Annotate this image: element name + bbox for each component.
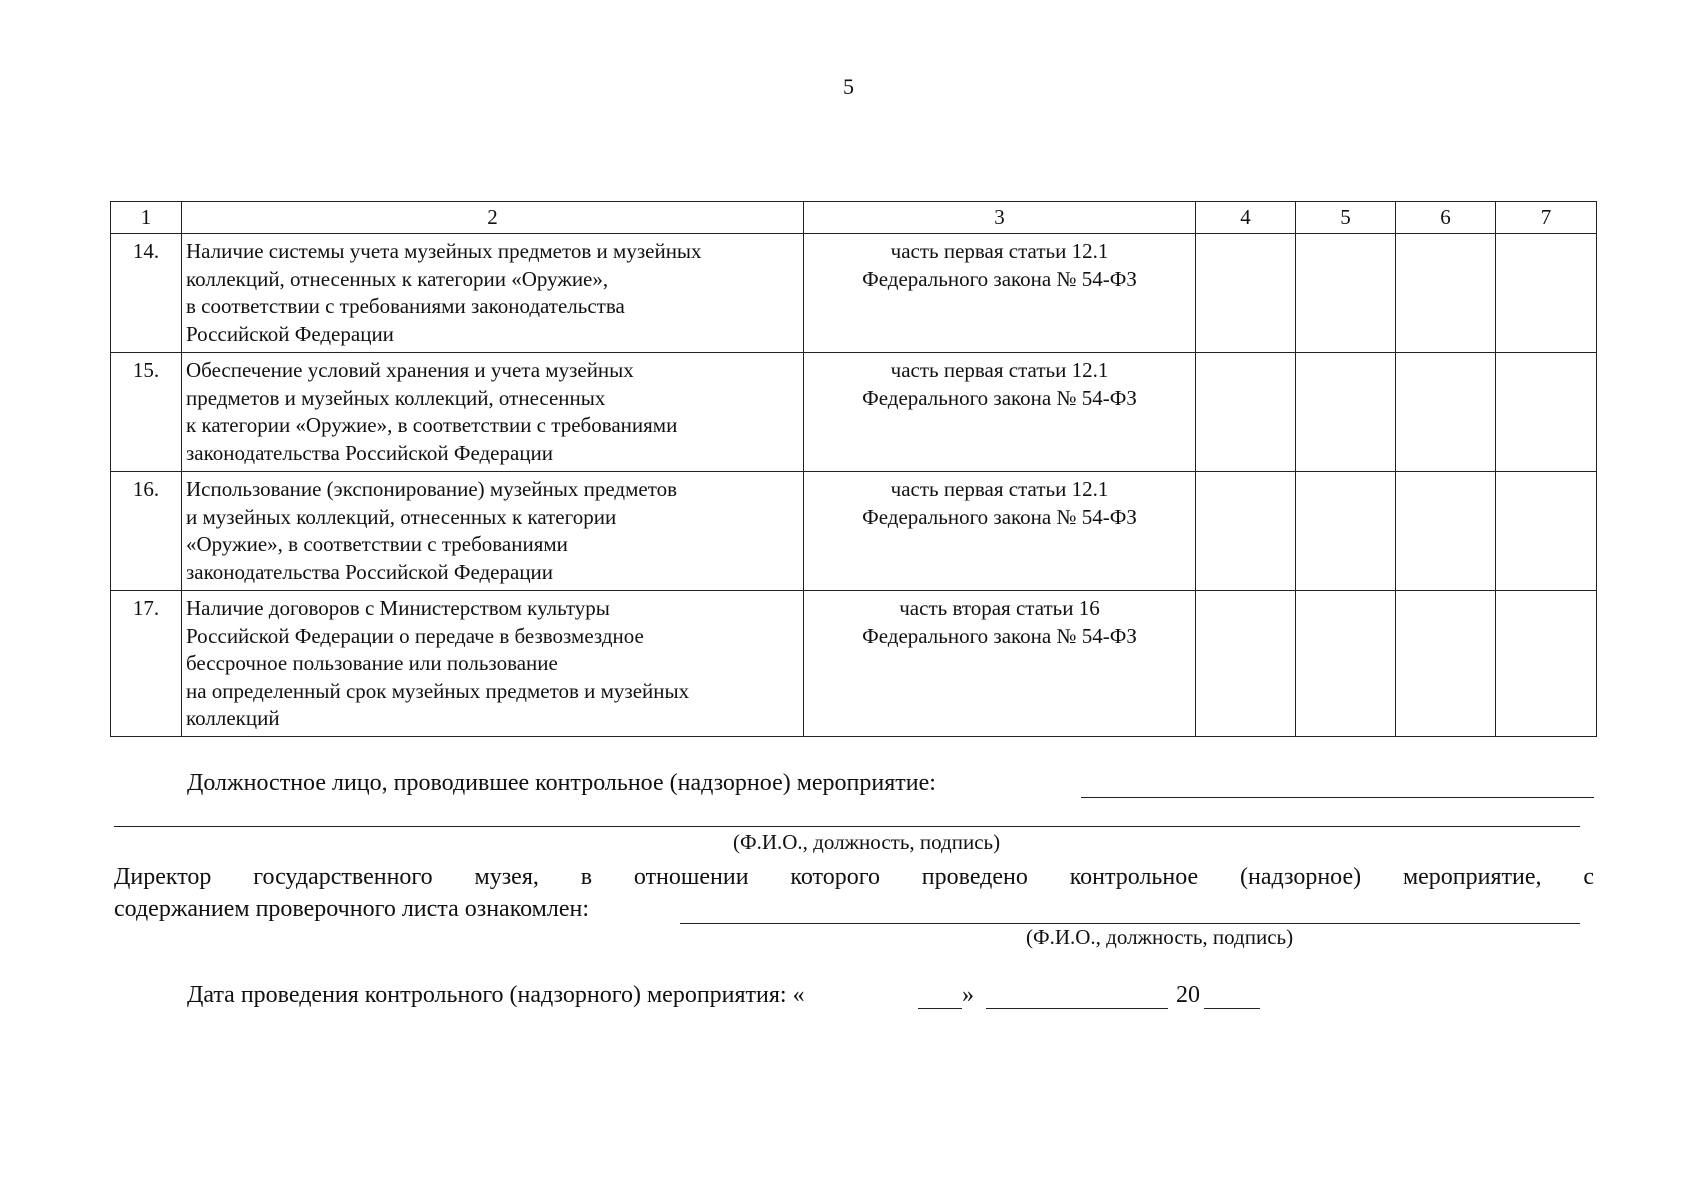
requirement-line: предметов и музейных коллекций, отнесенных xyxy=(186,385,606,410)
date-day-blank xyxy=(918,1008,962,1009)
column-header: 3 xyxy=(804,202,1196,234)
reference-line: часть первая статьи 12.1 xyxy=(890,477,1109,501)
answer-cell xyxy=(1496,472,1597,591)
table-row xyxy=(111,472,1597,591)
legal-reference-cell xyxy=(804,472,1196,591)
answer-cell xyxy=(1496,234,1597,353)
reference-line: часть вторая статьи 16 xyxy=(899,596,1100,620)
requirement-cell xyxy=(182,353,804,472)
answer-cell xyxy=(1496,353,1597,472)
answer-cell xyxy=(1296,234,1396,353)
requirement-line: Российской Федерации xyxy=(186,321,394,346)
official-signature-line xyxy=(1081,797,1594,798)
row-number: 15. xyxy=(111,353,182,472)
date-label: Дата проведения контрольного (надзорного) мероприятия: « xyxy=(187,982,805,1008)
column-header: 6 xyxy=(1396,202,1496,234)
director-signature-line xyxy=(680,923,1580,924)
column-header: 2 xyxy=(182,202,804,234)
requirement-line: и музейных коллекций, отнесенных к категории xyxy=(186,504,617,529)
requirement-line: Обеспечение условий хранения и учета музейных xyxy=(186,358,634,382)
date-quote-close: » xyxy=(962,982,974,1008)
requirement-line: коллекций xyxy=(186,706,280,730)
requirement-line: Российской Федерации о передаче в безвозмездное xyxy=(186,623,644,648)
answer-cell xyxy=(1296,472,1396,591)
column-header: 1 xyxy=(111,202,182,234)
column-header: 4 xyxy=(1196,202,1296,234)
answer-cell xyxy=(1396,353,1496,472)
answer-cell xyxy=(1396,472,1496,591)
reference-line: Федерального закона № 54-ФЗ xyxy=(862,266,1137,291)
answer-cell xyxy=(1296,353,1396,472)
answer-cell xyxy=(1196,353,1296,472)
date-year-blank xyxy=(1204,1008,1260,1009)
column-header: 5 xyxy=(1296,202,1396,234)
requirement-line: Наличие договоров с Министерством культуры xyxy=(186,596,610,620)
requirement-line: законодательства Российской Федерации xyxy=(186,440,554,465)
requirement-cell xyxy=(182,472,804,591)
table-row xyxy=(111,234,1597,353)
column-header: 7 xyxy=(1496,202,1597,234)
row-number: 16. xyxy=(111,472,182,591)
requirement-line: на определенный срок музейных предметов и музейных xyxy=(186,678,690,703)
requirement-line: «Оружие», в соответствии с требованиями xyxy=(186,532,568,556)
requirement-cell xyxy=(182,591,804,737)
requirement-line: в соответствии с требованиями законодательства xyxy=(186,294,625,318)
director-text-line-2: содержанием проверочного листа ознакомлен: xyxy=(114,896,590,922)
requirement-line: законодательства Российской Федерации xyxy=(186,559,554,584)
reference-line: Федерального закона № 54-ФЗ xyxy=(862,385,1137,410)
official-caption: (Ф.И.О., должность, подпись) xyxy=(733,830,1001,854)
requirement-line: Использование (экспонирование) музейных предметов xyxy=(186,477,678,501)
answer-cell xyxy=(1196,472,1296,591)
director-caption: (Ф.И.О., должность, подпись) xyxy=(1026,925,1294,949)
legal-reference-cell xyxy=(804,591,1196,737)
table-row xyxy=(111,591,1597,737)
official-signature-line-2 xyxy=(114,826,1580,827)
checklist-table xyxy=(110,201,1597,737)
official-label: Должностное лицо, проводившее контрольное (надзорное) мероприятие: xyxy=(187,770,936,796)
table-row xyxy=(111,353,1597,472)
reference-line: часть первая статьи 12.1 xyxy=(890,358,1109,382)
requirement-line: бессрочное пользование или пользование xyxy=(186,651,558,675)
requirement-cell xyxy=(182,234,804,353)
answer-cell xyxy=(1496,591,1597,737)
row-number: 14. xyxy=(111,234,182,353)
answer-cell xyxy=(1296,591,1396,737)
director-text-line-1: Директор государственного музея, в отношении которого проведено контрольное (надзорное) мероприятие, с xyxy=(114,864,1594,890)
reference-line: часть первая статьи 12.1 xyxy=(890,239,1109,263)
table-header-row xyxy=(111,202,1597,234)
date-year-prefix: 20 xyxy=(1176,982,1200,1008)
answer-cell xyxy=(1396,234,1496,353)
requirement-line: к категории «Оружие», в соответствии с требованиями xyxy=(186,413,678,437)
page-number: 5 xyxy=(843,74,854,99)
answer-cell xyxy=(1196,234,1296,353)
requirement-line: Наличие системы учета музейных предметов и музейных xyxy=(186,239,702,263)
answer-cell xyxy=(1196,591,1296,737)
reference-line: Федерального закона № 54-ФЗ xyxy=(862,623,1137,648)
legal-reference-cell xyxy=(804,353,1196,472)
legal-reference-cell xyxy=(804,234,1196,353)
requirement-line: коллекций, отнесенных к категории «Оружие», xyxy=(186,266,609,291)
reference-line: Федерального закона № 54-ФЗ xyxy=(862,504,1137,529)
date-month-blank xyxy=(986,1008,1168,1009)
answer-cell xyxy=(1396,591,1496,737)
row-number: 17. xyxy=(111,591,182,737)
